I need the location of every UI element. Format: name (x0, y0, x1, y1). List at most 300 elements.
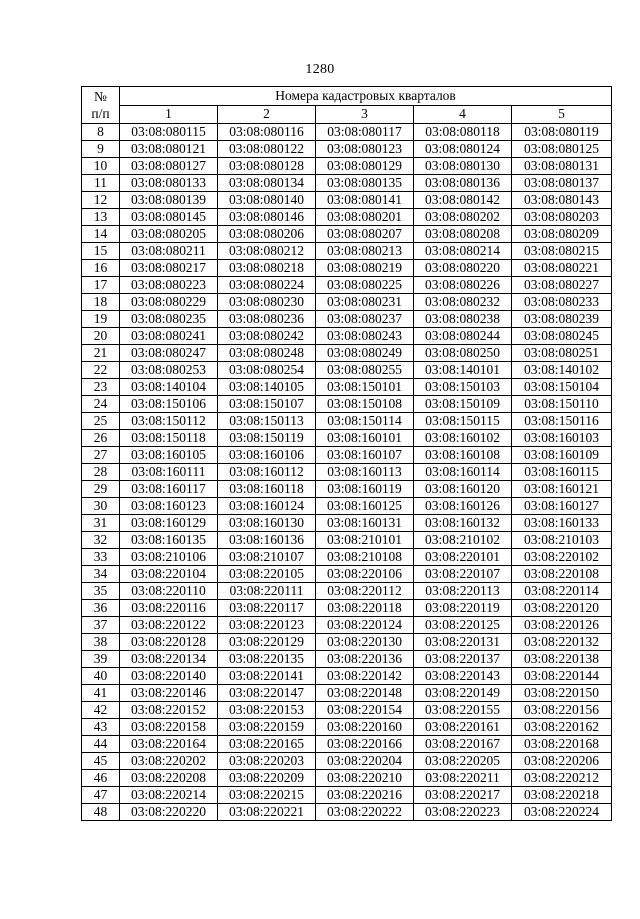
cadastral-number-cell: 03:08:150114 (316, 413, 414, 430)
row-number: 45 (82, 753, 120, 770)
cadastral-number-cell: 03:08:220220 (120, 804, 218, 821)
cadastral-number-cell: 03:08:220214 (120, 787, 218, 804)
table-row (82, 277, 612, 294)
table-row (82, 192, 612, 209)
cadastral-number-cell: 03:08:080247 (120, 345, 218, 362)
cadastral-number-cell: 03:08:220150 (512, 685, 612, 702)
cadastral-number-cell: 03:08:080118 (414, 124, 512, 141)
table-row (82, 753, 612, 770)
cadastral-number-cell: 03:08:080133 (120, 175, 218, 192)
row-number: 39 (82, 651, 120, 668)
cadastral-number-cell: 03:08:080201 (316, 209, 414, 226)
table-row (82, 243, 612, 260)
cadastral-number-cell: 03:08:160105 (120, 447, 218, 464)
cadastral-number-cell: 03:08:220131 (414, 634, 512, 651)
cadastral-number-cell: 03:08:080127 (120, 158, 218, 175)
cadastral-number-cell: 03:08:210101 (316, 532, 414, 549)
cadastral-number-cell: 03:08:140102 (512, 362, 612, 379)
cadastral-number-cell: 03:08:080139 (120, 192, 218, 209)
cadastral-number-cell: 03:08:080218 (218, 260, 316, 277)
cadastral-number-cell: 03:08:080238 (414, 311, 512, 328)
row-number: 11 (82, 175, 120, 192)
cadastral-number-cell: 03:08:080242 (218, 328, 316, 345)
cadastral-number-cell: 03:08:080224 (218, 277, 316, 294)
cadastral-number-cell: 03:08:220165 (218, 736, 316, 753)
cadastral-number-cell: 03:08:160135 (120, 532, 218, 549)
cadastral-number-cell: 03:08:220137 (414, 651, 512, 668)
cadastral-number-cell: 03:08:080232 (414, 294, 512, 311)
row-number: 34 (82, 566, 120, 583)
cadastral-number-cell: 03:08:220122 (120, 617, 218, 634)
row-number: 28 (82, 464, 120, 481)
table-row (82, 617, 612, 634)
table-row (82, 175, 612, 192)
cadastral-number-cell: 03:08:080131 (512, 158, 612, 175)
row-number: 40 (82, 668, 120, 685)
row-number: 22 (82, 362, 120, 379)
cadastral-number-cell: 03:08:220205 (414, 753, 512, 770)
cadastral-number-cell: 03:08:210102 (414, 532, 512, 549)
row-number: 48 (82, 804, 120, 821)
cadastral-number-cell: 03:08:220123 (218, 617, 316, 634)
row-number: 41 (82, 685, 120, 702)
cadastral-number-cell: 03:08:080205 (120, 226, 218, 243)
row-number: 10 (82, 158, 120, 175)
cadastral-number-cell: 03:08:160101 (316, 430, 414, 447)
cadastral-number-cell: 03:08:160108 (414, 447, 512, 464)
cadastral-number-cell: 03:08:080209 (512, 226, 612, 243)
cadastral-number-cell: 03:08:220141 (218, 668, 316, 685)
cadastral-number-cell: 03:08:150103 (414, 379, 512, 396)
cadastral-number-cell: 03:08:220223 (414, 804, 512, 821)
table-row (82, 481, 612, 498)
cadastral-number-cell: 03:08:160121 (512, 481, 612, 498)
cadastral-number-cell: 03:08:080233 (512, 294, 612, 311)
cadastral-number-cell: 03:08:080241 (120, 328, 218, 345)
table-header (82, 87, 612, 124)
cadastral-number-cell: 03:08:160131 (316, 515, 414, 532)
header-group-title: Номера кадастровых кварталов (120, 87, 612, 106)
cadastral-number-cell: 03:08:080128 (218, 158, 316, 175)
header-column-4: 4 (414, 105, 512, 124)
cadastral-number-cell: 03:08:080206 (218, 226, 316, 243)
cadastral-number-cell: 03:08:150108 (316, 396, 414, 413)
cadastral-number-cell: 03:08:150101 (316, 379, 414, 396)
cadastral-number-cell: 03:08:220216 (316, 787, 414, 804)
cadastral-number-cell: 03:08:080146 (218, 209, 316, 226)
cadastral-number-cell: 03:08:080119 (512, 124, 612, 141)
cadastral-number-cell: 03:08:220159 (218, 719, 316, 736)
cadastral-number-cell: 03:08:220215 (218, 787, 316, 804)
table-row (82, 804, 612, 821)
cadastral-number-cell: 03:08:160126 (414, 498, 512, 515)
cadastral-number-cell: 03:08:080239 (512, 311, 612, 328)
cadastral-number-cell: 03:08:080137 (512, 175, 612, 192)
header-row-number-label: № п/п (91, 89, 110, 121)
cadastral-number-cell: 03:08:080215 (512, 243, 612, 260)
table-row (82, 430, 612, 447)
cadastral-number-cell: 03:08:220128 (120, 634, 218, 651)
cadastral-number-cell: 03:08:080115 (120, 124, 218, 141)
cadastral-number-cell: 03:08:220218 (512, 787, 612, 804)
cadastral-number-cell: 03:08:080116 (218, 124, 316, 141)
row-number: 21 (82, 345, 120, 362)
row-number: 18 (82, 294, 120, 311)
row-number: 20 (82, 328, 120, 345)
cadastral-number-cell: 03:08:220111 (218, 583, 316, 600)
cadastral-number-cell: 03:08:080121 (120, 141, 218, 158)
row-number: 13 (82, 209, 120, 226)
row-number: 25 (82, 413, 120, 430)
cadastral-number-cell: 03:08:080236 (218, 311, 316, 328)
cadastral-number-cell: 03:08:160129 (120, 515, 218, 532)
cadastral-number-cell: 03:08:080202 (414, 209, 512, 226)
cadastral-number-cell: 03:08:160123 (120, 498, 218, 515)
cadastral-number-cell: 03:08:220132 (512, 634, 612, 651)
cadastral-number-cell: 03:08:080249 (316, 345, 414, 362)
cadastral-number-cell: 03:08:210107 (218, 549, 316, 566)
cadastral-number-cell: 03:08:220168 (512, 736, 612, 753)
table-row (82, 396, 612, 413)
table-row (82, 226, 612, 243)
cadastral-number-cell: 03:08:220152 (120, 702, 218, 719)
cadastral-number-cell: 03:08:080230 (218, 294, 316, 311)
cadastral-number-cell: 03:08:220217 (414, 787, 512, 804)
cadastral-number-cell: 03:08:210108 (316, 549, 414, 566)
cadastral-number-cell: 03:08:220153 (218, 702, 316, 719)
table-row (82, 702, 612, 719)
table-row (82, 413, 612, 430)
cadastral-number-cell: 03:08:220203 (218, 753, 316, 770)
cadastral-number-cell: 03:08:080145 (120, 209, 218, 226)
cadastral-number-cell: 03:08:220126 (512, 617, 612, 634)
cadastral-number-cell: 03:08:080219 (316, 260, 414, 277)
row-number: 47 (82, 787, 120, 804)
row-number: 37 (82, 617, 120, 634)
cadastral-number-cell: 03:08:220102 (512, 549, 612, 566)
cadastral-number-cell: 03:08:210106 (120, 549, 218, 566)
cadastral-number-cell: 03:08:150104 (512, 379, 612, 396)
cadastral-number-cell: 03:08:220156 (512, 702, 612, 719)
table-row (82, 124, 612, 141)
table-row (82, 260, 612, 277)
cadastral-number-cell: 03:08:220142 (316, 668, 414, 685)
cadastral-number-cell: 03:08:210103 (512, 532, 612, 549)
table-row (82, 668, 612, 685)
header-column-3: 3 (316, 105, 414, 124)
cadastral-number-cell: 03:08:080142 (414, 192, 512, 209)
cadastral-number-cell: 03:08:150116 (512, 413, 612, 430)
cadastral-number-cell: 03:08:080251 (512, 345, 612, 362)
cadastral-number-cell: 03:08:080221 (512, 260, 612, 277)
table-row (82, 209, 612, 226)
cadastral-number-cell: 03:08:160106 (218, 447, 316, 464)
cadastral-number-cell: 03:08:220105 (218, 566, 316, 583)
table-row (82, 583, 612, 600)
cadastral-number-cell: 03:08:160102 (414, 430, 512, 447)
cadastral-number-cell: 03:08:080220 (414, 260, 512, 277)
table-row (82, 600, 612, 617)
cadastral-number-cell: 03:08:160107 (316, 447, 414, 464)
row-number: 27 (82, 447, 120, 464)
cadastral-number-cell: 03:08:220129 (218, 634, 316, 651)
header-column-5: 5 (512, 105, 612, 124)
cadastral-number-cell: 03:08:080207 (316, 226, 414, 243)
cadastral-number-cell: 03:08:080245 (512, 328, 612, 345)
cadastral-number-cell: 03:08:220162 (512, 719, 612, 736)
row-number: 17 (82, 277, 120, 294)
cadastral-number-cell: 03:08:080227 (512, 277, 612, 294)
cadastral-number-cell: 03:08:080217 (120, 260, 218, 277)
cadastral-number-cell: 03:08:150110 (512, 396, 612, 413)
cadastral-number-cell: 03:08:080135 (316, 175, 414, 192)
table-row (82, 447, 612, 464)
cadastral-number-cell: 03:08:160117 (120, 481, 218, 498)
cadastral-number-cell: 03:08:160103 (512, 430, 612, 447)
cadastral-number-cell: 03:08:150113 (218, 413, 316, 430)
cadastral-number-cell: 03:08:220154 (316, 702, 414, 719)
table-body (82, 124, 612, 821)
cadastral-number-cell: 03:08:220167 (414, 736, 512, 753)
cadastral-number-cell: 03:08:220204 (316, 753, 414, 770)
cadastral-number-cell: 03:08:080140 (218, 192, 316, 209)
cadastral-number-cell: 03:08:220206 (512, 753, 612, 770)
cadastral-number-cell: 03:08:220209 (218, 770, 316, 787)
table-row (82, 141, 612, 158)
cadastral-number-cell: 03:08:080122 (218, 141, 316, 158)
cadastral-number-cell: 03:08:160124 (218, 498, 316, 515)
header-row-number (82, 87, 120, 124)
table-row (82, 158, 612, 175)
cadastral-number-cell: 03:08:080124 (414, 141, 512, 158)
row-number: 24 (82, 396, 120, 413)
header-column-numbers (82, 105, 612, 124)
cadastral-number-cell: 03:08:220140 (120, 668, 218, 685)
cadastral-number-cell: 03:08:080143 (512, 192, 612, 209)
table-row (82, 787, 612, 804)
cadastral-number-cell: 03:08:160127 (512, 498, 612, 515)
cadastral-number-cell: 03:08:220118 (316, 600, 414, 617)
table-row (82, 549, 612, 566)
row-number: 15 (82, 243, 120, 260)
table-row (82, 345, 612, 362)
cadastral-number-cell: 03:08:220202 (120, 753, 218, 770)
cadastral-number-cell: 03:08:220136 (316, 651, 414, 668)
cadastral-number-cell: 03:08:160113 (316, 464, 414, 481)
cadastral-number-cell: 03:08:150109 (414, 396, 512, 413)
cadastral-number-cell: 03:08:220166 (316, 736, 414, 753)
cadastral-number-cell: 03:08:080211 (120, 243, 218, 260)
cadastral-number-cell: 03:08:220124 (316, 617, 414, 634)
row-number: 19 (82, 311, 120, 328)
table-row (82, 685, 612, 702)
cadastral-quarters-table (81, 86, 612, 821)
table-row (82, 328, 612, 345)
cadastral-number-cell: 03:08:220114 (512, 583, 612, 600)
cadastral-number-cell: 03:08:080213 (316, 243, 414, 260)
cadastral-number-cell: 03:08:220211 (414, 770, 512, 787)
cadastral-number-cell: 03:08:140101 (414, 362, 512, 379)
cadastral-number-cell: 03:08:160115 (512, 464, 612, 481)
cadastral-number-cell: 03:08:080253 (120, 362, 218, 379)
cadastral-number-cell: 03:08:160136 (218, 532, 316, 549)
cadastral-number-cell: 03:08:220146 (120, 685, 218, 702)
cadastral-number-cell: 03:08:220130 (316, 634, 414, 651)
cadastral-number-cell: 03:08:160114 (414, 464, 512, 481)
cadastral-number-cell: 03:08:080223 (120, 277, 218, 294)
cadastral-number-cell: 03:08:220222 (316, 804, 414, 821)
cadastral-number-cell: 03:08:150107 (218, 396, 316, 413)
row-number: 42 (82, 702, 120, 719)
cadastral-number-cell: 03:08:160120 (414, 481, 512, 498)
cadastral-number-cell: 03:08:220164 (120, 736, 218, 753)
cadastral-number-cell: 03:08:080208 (414, 226, 512, 243)
table-row (82, 532, 612, 549)
table-row (82, 651, 612, 668)
cadastral-number-cell: 03:08:080226 (414, 277, 512, 294)
cadastral-number-cell: 03:08:140104 (120, 379, 218, 396)
cadastral-number-cell: 03:08:150115 (414, 413, 512, 430)
cadastral-number-cell: 03:08:220212 (512, 770, 612, 787)
cadastral-number-cell: 03:08:080231 (316, 294, 414, 311)
row-number: 23 (82, 379, 120, 396)
cadastral-number-cell: 03:08:220155 (414, 702, 512, 719)
row-number: 36 (82, 600, 120, 617)
table-row (82, 294, 612, 311)
row-number: 44 (82, 736, 120, 753)
table-row (82, 362, 612, 379)
cadastral-number-cell: 03:08:160112 (218, 464, 316, 481)
cadastral-number-cell: 03:08:220147 (218, 685, 316, 702)
cadastral-number-cell: 03:08:220158 (120, 719, 218, 736)
cadastral-number-cell: 03:08:150118 (120, 430, 218, 447)
row-number: 29 (82, 481, 120, 498)
cadastral-number-cell: 03:08:220149 (414, 685, 512, 702)
row-number: 16 (82, 260, 120, 277)
cadastral-number-cell: 03:08:220120 (512, 600, 612, 617)
cadastral-number-cell: 03:08:220148 (316, 685, 414, 702)
row-number: 14 (82, 226, 120, 243)
row-number: 26 (82, 430, 120, 447)
cadastral-number-cell: 03:08:220134 (120, 651, 218, 668)
cadastral-number-cell: 03:08:080117 (316, 124, 414, 141)
table-row (82, 634, 612, 651)
table-row (82, 464, 612, 481)
header-column-1: 1 (120, 105, 218, 124)
row-number: 33 (82, 549, 120, 566)
cadastral-number-cell: 03:08:160130 (218, 515, 316, 532)
table-row (82, 719, 612, 736)
cadastral-number-cell: 03:08:080134 (218, 175, 316, 192)
page-number: 1280 (305, 62, 335, 77)
cadastral-number-cell: 03:08:220208 (120, 770, 218, 787)
cadastral-number-cell: 03:08:220116 (120, 600, 218, 617)
cadastral-number-cell: 03:08:080203 (512, 209, 612, 226)
row-number: 46 (82, 770, 120, 787)
cadastral-number-cell: 03:08:160109 (512, 447, 612, 464)
cadastral-number-cell: 03:08:080250 (414, 345, 512, 362)
cadastral-number-cell: 03:08:150106 (120, 396, 218, 413)
cadastral-number-cell: 03:08:160132 (414, 515, 512, 532)
cadastral-number-cell: 03:08:150119 (218, 430, 316, 447)
table-row (82, 515, 612, 532)
cadastral-number-cell: 03:08:080235 (120, 311, 218, 328)
cadastral-number-cell: 03:08:220138 (512, 651, 612, 668)
row-number: 30 (82, 498, 120, 515)
cadastral-number-cell: 03:08:220110 (120, 583, 218, 600)
cadastral-number-cell: 03:08:160119 (316, 481, 414, 498)
cadastral-number-cell: 03:08:220119 (414, 600, 512, 617)
cadastral-number-cell: 03:08:080130 (414, 158, 512, 175)
cadastral-number-cell: 03:08:080214 (414, 243, 512, 260)
cadastral-number-cell: 03:08:080237 (316, 311, 414, 328)
cadastral-number-cell: 03:08:160133 (512, 515, 612, 532)
cadastral-number-cell: 03:08:220221 (218, 804, 316, 821)
cadastral-number-cell: 03:08:080136 (414, 175, 512, 192)
row-number: 31 (82, 515, 120, 532)
cadastral-number-cell: 03:08:220117 (218, 600, 316, 617)
cadastral-number-cell: 03:08:080225 (316, 277, 414, 294)
table-row (82, 736, 612, 753)
cadastral-number-cell: 03:08:220160 (316, 719, 414, 736)
row-number: 38 (82, 634, 120, 651)
table-row (82, 311, 612, 328)
cadastral-number-cell: 03:08:220135 (218, 651, 316, 668)
cadastral-number-cell: 03:08:220108 (512, 566, 612, 583)
cadastral-number-cell: 03:08:160125 (316, 498, 414, 515)
cadastral-number-cell: 03:08:220112 (316, 583, 414, 600)
cadastral-number-cell: 03:08:080244 (414, 328, 512, 345)
cadastral-number-cell: 03:08:220104 (120, 566, 218, 583)
cadastral-number-cell: 03:08:080125 (512, 141, 612, 158)
table-row (82, 379, 612, 396)
header-column-2: 2 (218, 105, 316, 124)
cadastral-number-cell: 03:08:080129 (316, 158, 414, 175)
cadastral-number-cell: 03:08:220125 (414, 617, 512, 634)
cadastral-number-cell: 03:08:080123 (316, 141, 414, 158)
cadastral-number-cell: 03:08:220224 (512, 804, 612, 821)
row-number: 8 (82, 124, 120, 141)
cadastral-number-cell: 03:08:080243 (316, 328, 414, 345)
cadastral-number-cell: 03:08:080212 (218, 243, 316, 260)
cadastral-number-cell: 03:08:220107 (414, 566, 512, 583)
cadastral-number-cell: 03:08:220143 (414, 668, 512, 685)
row-number: 9 (82, 141, 120, 158)
row-number: 12 (82, 192, 120, 209)
cadastral-number-cell: 03:08:080248 (218, 345, 316, 362)
cadastral-number-cell: 03:08:080255 (316, 362, 414, 379)
table-row (82, 770, 612, 787)
table-row (82, 498, 612, 515)
table-row (82, 566, 612, 583)
cadastral-number-cell: 03:08:150112 (120, 413, 218, 430)
cadastral-number-cell: 03:08:160118 (218, 481, 316, 498)
cadastral-number-cell: 03:08:220106 (316, 566, 414, 583)
cadastral-number-cell: 03:08:080229 (120, 294, 218, 311)
cadastral-number-cell: 03:08:220161 (414, 719, 512, 736)
cadastral-number-cell: 03:08:080254 (218, 362, 316, 379)
cadastral-number-cell: 03:08:220101 (414, 549, 512, 566)
cadastral-number-cell: 03:08:220144 (512, 668, 612, 685)
cadastral-number-cell: 03:08:220210 (316, 770, 414, 787)
cadastral-number-cell: 03:08:140105 (218, 379, 316, 396)
row-number: 35 (82, 583, 120, 600)
cadastral-number-cell: 03:08:160111 (120, 464, 218, 481)
row-number: 32 (82, 532, 120, 549)
cadastral-number-cell: 03:08:080141 (316, 192, 414, 209)
row-number: 43 (82, 719, 120, 736)
cadastral-number-cell: 03:08:220113 (414, 583, 512, 600)
